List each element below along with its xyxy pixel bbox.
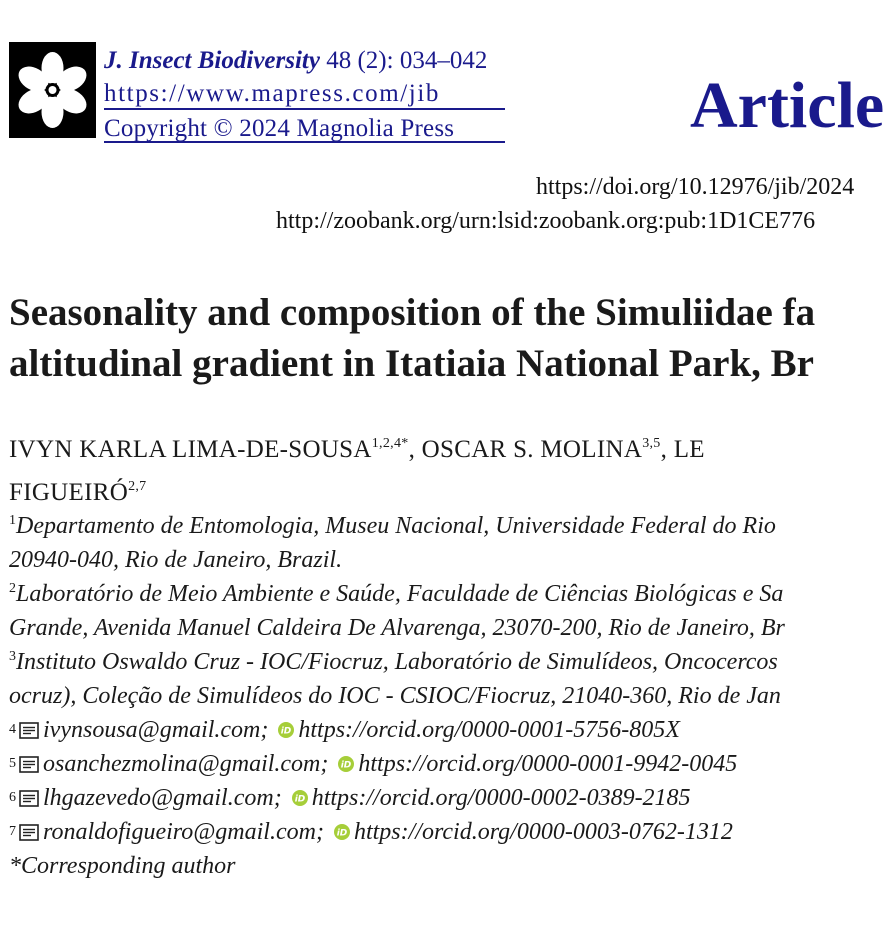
affiliation-text: Instituto Oswaldo Cruz - IOC/Fiocruz, Laboratório de Simulídeos, Oncocercos <box>16 649 778 675</box>
contact-line: 7 ronaldofigueiro@gmail.com; iD https://orcid.org/0000-0003-0762-1312 <box>9 819 733 845</box>
author-name: OSCAR S. MOLINA <box>421 436 643 463</box>
contact-line: 5 osanchezmolina@gmail.com; iD https://orcid.org/0000-0001-9942-0045 <box>9 751 738 777</box>
orcid-link[interactable]: https://orcid.org/0000-0003-0762-1312 <box>353 819 733 845</box>
email-icon <box>19 756 39 773</box>
affiliation-text: 20940-040, Rio de Janeiro, Brazil. <box>9 547 343 573</box>
email-link[interactable]: lhgazevedo@gmail.com; <box>43 785 282 811</box>
affiliation-text: Laboratório de Meio Ambiente e Saúde, Faculdade de Ciências Biológicas e Sa <box>16 581 784 607</box>
journal-ref: 48 (2): 034–042 <box>319 47 488 74</box>
email-icon <box>19 722 39 739</box>
affiliation-text: Departamento de Entomologia, Museu Nacional, Universidade Federal do Rio <box>16 513 776 539</box>
email-icon <box>19 824 39 841</box>
contact-line: 6 lhgazevedo@gmail.com; iD https://orcid.org/0000-0002-0389-2185 <box>9 785 691 811</box>
author-affiliation-sup: 1,2,4* <box>371 436 409 451</box>
author-name: , LE <box>660 436 705 463</box>
affiliation-number: 2 <box>9 581 16 596</box>
orcid-icon <box>292 790 308 806</box>
svg-text:iD: iD <box>341 760 352 771</box>
affiliation-line <box>9 545 342 575</box>
affiliation-line <box>9 579 783 609</box>
orcid-link[interactable]: https://orcid.org/0000-0001-5756-805X <box>298 717 680 743</box>
orcid-link[interactable]: https://orcid.org/0000-0001-9942-0045 <box>358 751 738 777</box>
journal-citation <box>104 46 487 76</box>
article-title-line: altitudinal gradient in Itatiaia National Park, Br <box>9 342 814 385</box>
article-type-label: Article <box>690 69 885 142</box>
author-name: FIGUEIRÓ <box>9 479 129 506</box>
author-list <box>9 435 705 465</box>
orcid-link[interactable]: https://orcid.org/0000-0002-0389-2185 <box>311 785 691 811</box>
author-affiliation-sup: 2,7 <box>128 479 147 494</box>
affiliation-line <box>9 613 785 643</box>
affiliation-line <box>9 511 776 541</box>
affiliation-line <box>9 647 778 677</box>
author-affiliation-sup: 3,5 <box>642 436 661 451</box>
affiliation-number: 1 <box>9 513 16 528</box>
copyright-text: Copyright © 2024 Magnolia Press <box>104 115 455 142</box>
flower-logo-icon <box>9 42 96 138</box>
journal-name: J. Insect Biodiversity <box>104 47 320 74</box>
orcid-icon <box>338 756 354 772</box>
author-list <box>9 478 146 508</box>
doi-link[interactable]: https://doi.org/10.12976/jib/2024 <box>536 174 855 200</box>
email-link[interactable]: osanchezmolina@gmail.com; <box>43 751 329 777</box>
article-title-line: Seasonality and composition of the Simuliidae fa <box>9 291 816 334</box>
author-name: IVYN KARLA LIMA-DE-SOUSA <box>9 436 372 463</box>
contact-line: 4 ivynsousa@gmail.com; iD https://orcid.org/0000-0001-5756-805X <box>9 717 680 743</box>
svg-text:iD: iD <box>281 726 292 737</box>
zoobank-link[interactable]: http://zoobank.org/urn:lsid:zoobank.org:pub:1D1CE776 <box>276 208 816 234</box>
orcid-icon <box>278 722 294 738</box>
journal-url-link[interactable]: https://www.mapress.com/jib <box>104 80 440 107</box>
affiliation-text: ocruz), Coleção de Simulídeos do IOC - CSIOC/Fiocruz, 21040-360, Rio de Jan <box>9 683 781 709</box>
email-link[interactable]: ronaldofigueiro@gmail.com; <box>43 819 324 845</box>
email-icon <box>19 790 39 807</box>
affiliation-number: 3 <box>9 649 16 664</box>
affiliation-text: Grande, Avenida Manuel Caldeira De Alvarenga, 23070-200, Rio de Janeiro, Br <box>9 615 785 641</box>
svg-text:iD: iD <box>336 828 348 839</box>
orcid-icon <box>334 824 350 840</box>
email-link[interactable]: ivynsousa@gmail.com; <box>43 717 269 743</box>
corresponding-author-note: *Corresponding author <box>9 853 236 879</box>
svg-text:iD: iD <box>294 794 305 805</box>
affiliation-line <box>9 681 781 711</box>
author-separator: , <box>408 436 422 463</box>
